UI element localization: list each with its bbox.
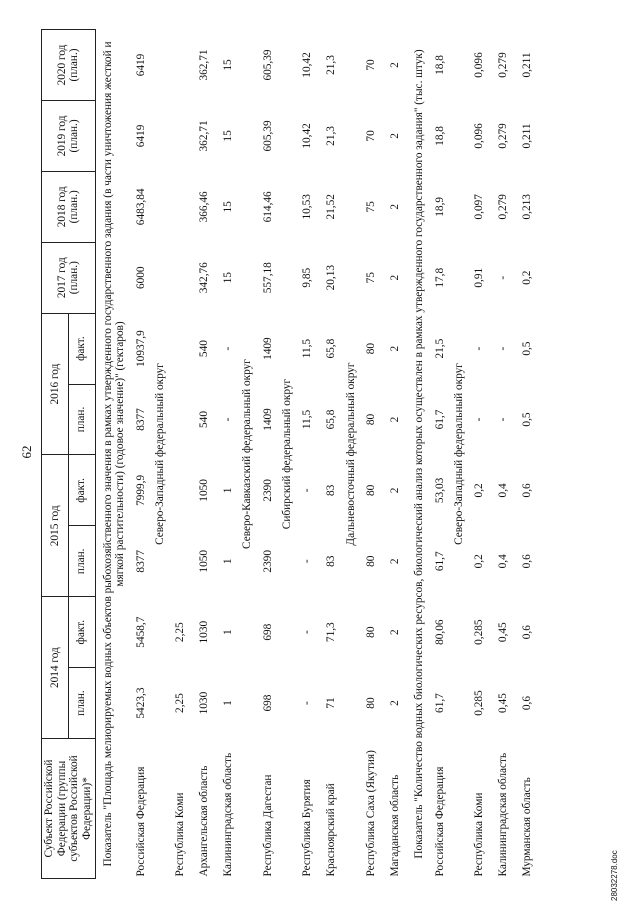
table-cell: - [301,630,314,635]
header-2020-plan: 2020 год (план.) [42,30,96,101]
table-cell: 61,7 [433,409,446,430]
table-cell: 2 [389,416,402,423]
header-year-2016: 2016 год [42,313,69,455]
table-cell: 614,46 [261,191,274,223]
table-cell: 21,3 [325,126,338,146]
table-cell: 18,9 [433,196,446,217]
table-cell: 0,5 [521,341,534,356]
table-cell: 2 [389,345,402,352]
table-cell: 18,8 [433,126,446,146]
indicators-table [41,29,540,879]
table-cell: 15 [222,59,235,71]
table-cell: 80 [365,484,378,497]
table-cell: - [301,559,314,564]
table-cell: 366,46 [198,191,211,223]
table-cell: 83 [325,555,338,567]
header-plan: план. [68,384,95,455]
row-subject-name: Республика Саха (Якутия) [365,750,378,877]
header-2019-plan: 2019 год (план.) [42,100,96,171]
table-cell: 2,25 [174,693,187,713]
table-cell: 10,42 [301,52,314,78]
table-cell: 1 [222,487,235,494]
table-cell: 71,3 [325,622,338,643]
table-cell: 0,285 [473,619,486,645]
table-cell: 2 [389,629,402,635]
table-cell: 2,25 [174,622,187,643]
header-subject: Субъект Российской Федерации (группы субъектов Российской Федерации)* [42,739,96,879]
table-cell: 0,096 [473,52,486,78]
table-cell: 540 [198,411,211,428]
table-cell: 2 [389,62,402,68]
table-cell: 1409 [261,337,274,360]
table-cell: 0,4 [497,483,510,498]
table-cell: 53,03 [433,477,446,504]
table-cell: 0,2 [473,483,486,498]
table-cell: 0,2 [521,270,534,285]
row-subject-name: Архангельская область [198,765,211,877]
table-cell: 65,8 [325,338,338,359]
table-cell: 6000 [134,266,147,290]
table-cell: 0,285 [473,690,486,716]
table-cell: 0,6 [521,483,534,498]
table-cell: 1030 [198,691,211,715]
table-row [216,30,240,879]
indicator-heading: Показатель "Площадь мелиорируемых водных объектов рыбохозяйственного значения в рамках утвержденного государственного задания (в части уничтожения жесткой и мягкой растительности) (годовое значение)" (гектаров) [101,41,127,867]
table-cell: 70 [365,130,378,142]
table-cell: 5458,7 [134,616,147,648]
table-row [516,30,540,879]
table-cell [168,30,192,101]
table-cell: 70 [365,59,378,71]
district-heading: Северо-Западный федеральный округ [453,363,466,545]
table-cell: - [301,488,314,493]
row-subject-name: Красноярский край [325,783,338,877]
indicator-heading: Показатель "Количество водных биологических ресурсов, биологический анализ которых осуществлен в рамках утвержденного государственного задания" (тыс. штук) [413,49,426,859]
table-cell: 11,5 [301,338,314,359]
table-cell: 15 [222,272,235,284]
table-cell: 0,211 [521,123,534,149]
table-cell: 0,6 [521,625,534,640]
table-row [168,30,192,879]
table-cell: 605,39 [261,49,274,81]
row-subject-name: Российская Федерация [433,766,446,877]
table-cell: 0,2 [473,554,486,569]
table-cell: 21,3 [325,55,338,75]
header-2017-plan: 2017 год (план.) [42,242,96,313]
district-heading: Северо-Западный федеральный округ [153,363,166,545]
table-cell: 0,91 [473,267,486,288]
table-row [468,30,492,879]
table-cell: 0,45 [497,622,510,643]
table-cell: 0,45 [497,693,510,713]
table-cell: 342,76 [198,262,211,294]
table-cell: 21,52 [325,194,338,220]
table-cell: 362,71 [198,120,211,152]
table-row [256,30,280,879]
table-row [296,30,320,879]
page-number: 62 [19,445,34,459]
table-cell: 1409 [261,408,274,431]
table-cell [168,100,192,171]
table-cell: 6483,84 [134,188,147,226]
table-cell: 83 [325,484,338,497]
table-cell: - [473,417,486,422]
table-cell: 10937,9 [134,330,147,367]
table-cell: 80 [365,342,378,355]
table-cell: 80 [365,555,378,567]
table-cell [168,242,192,313]
row-subject-name: Магаданская область [389,774,402,877]
table-cell: - [497,275,510,280]
table-cell: - [301,701,314,705]
district-heading: Северо-Кавказский федеральный округ [241,359,254,549]
table-cell: 5423,3 [134,687,147,719]
table-row [383,30,407,879]
table-cell: 2 [389,558,402,565]
row-subject-name: Республика Дагестан [261,774,274,877]
header-plan: план. [68,668,95,739]
header-2018-plan: 2018 год (план.) [42,171,96,242]
table-cell: 1 [222,558,235,565]
rotated-page [15,17,625,901]
table-row [192,30,216,879]
table-cell: 61,7 [433,693,446,713]
table-cell: - [497,346,510,351]
table-cell: - [222,417,235,422]
table-row [428,30,452,879]
table-cell: 80 [365,626,378,638]
table-cell: 75 [365,272,378,284]
table-cell: - [497,417,510,422]
table-cell: 75 [365,201,378,213]
table-cell: 9,85 [301,267,314,288]
table-row [359,30,383,879]
table-cell: 2 [389,133,402,139]
table-cell: 6419 [134,53,147,77]
header-fact: факт. [68,455,95,526]
header-year-2015: 2015 год [42,455,69,597]
table-cell [168,171,192,242]
table-cell: 10,53 [301,194,314,220]
table-cell: 21,5 [433,338,446,359]
table-cell: 6419 [134,124,147,148]
table-cell: 80 [365,413,378,426]
table-cell: 698 [261,623,274,641]
table-header [42,30,96,879]
table-cell: 0,6 [521,696,534,711]
table-cell: 1 [222,700,235,706]
table-cell: 10,42 [301,123,314,149]
table-cell: 0,279 [497,123,510,149]
table-cell: 0,5 [521,412,534,427]
table-cell: 15 [222,130,235,142]
row-subject-name: Республика Бурятия [301,779,314,877]
table-cell: 2390 [261,549,274,573]
table-cell: 698 [261,694,274,712]
table-cell: 80 [365,697,378,709]
table-cell: 1050 [198,479,211,502]
table-cell: 8377 [134,408,147,431]
header-fact: факт. [68,313,95,384]
table-row [129,30,153,879]
table-cell: 1 [222,629,235,635]
table-cell: 80,06 [433,619,446,645]
table-cell: 2 [389,700,402,706]
row-subject-name: Мурманская область [521,777,534,877]
row-subject-name: Калининградская область [222,752,235,877]
row-subject-name: Российская Федерация [134,766,147,877]
table-cell: 0,6 [521,554,534,569]
table-row [492,30,516,879]
header-year-2014: 2014 год [42,597,69,739]
table-cell: 0,097 [473,194,486,220]
table-cell: 2 [389,487,402,494]
table-cell: 11,5 [301,409,314,430]
table-cell: - [222,346,235,351]
table-cell: 1030 [198,620,211,644]
table-row [320,30,344,879]
table-cell: 2 [389,204,402,210]
table-cell: 362,71 [198,49,211,81]
table-cell: 0,4 [497,554,510,569]
table-cell: 7999,9 [134,474,147,506]
district-heading: Дальневосточный федеральный округ [344,362,357,546]
table-cell [168,384,192,455]
table-cell: 605,39 [261,120,274,152]
table-cell: 0,279 [497,52,510,78]
table-cell: 0,096 [473,123,486,149]
table-cell [168,313,192,384]
table-cell: 2 [389,274,402,281]
table-cell: 557,18 [261,262,274,294]
table-cell: 0,211 [521,52,534,78]
table-cell [168,526,192,597]
table-cell: 540 [198,340,211,358]
table-cell: 15 [222,201,235,213]
table-cell: 17,8 [433,267,446,288]
table-cell: 1050 [198,549,211,573]
district-heading: Сибирский федеральный округ [281,378,294,530]
table-cell: 71 [325,697,338,709]
table-cell: 8377 [134,549,147,573]
table-cell [168,455,192,526]
document-code: 28032278.doc [610,850,619,901]
table-cell: 2390 [261,479,274,502]
table-cell: 0,279 [497,194,510,220]
row-subject-name: Республика Коми [174,792,187,877]
row-subject-name: Республика Коми [473,792,486,877]
table-cell: 18,8 [433,55,446,75]
table-cell: 65,8 [325,409,338,430]
table-cell: 0,213 [521,194,534,220]
header-fact: факт. [68,597,95,668]
table-cell: 20,13 [325,265,338,291]
header-plan: план. [68,526,95,597]
table-cell: - [473,346,486,351]
row-subject-name: Калининградская область [497,752,510,877]
table-cell: 61,7 [433,551,446,572]
